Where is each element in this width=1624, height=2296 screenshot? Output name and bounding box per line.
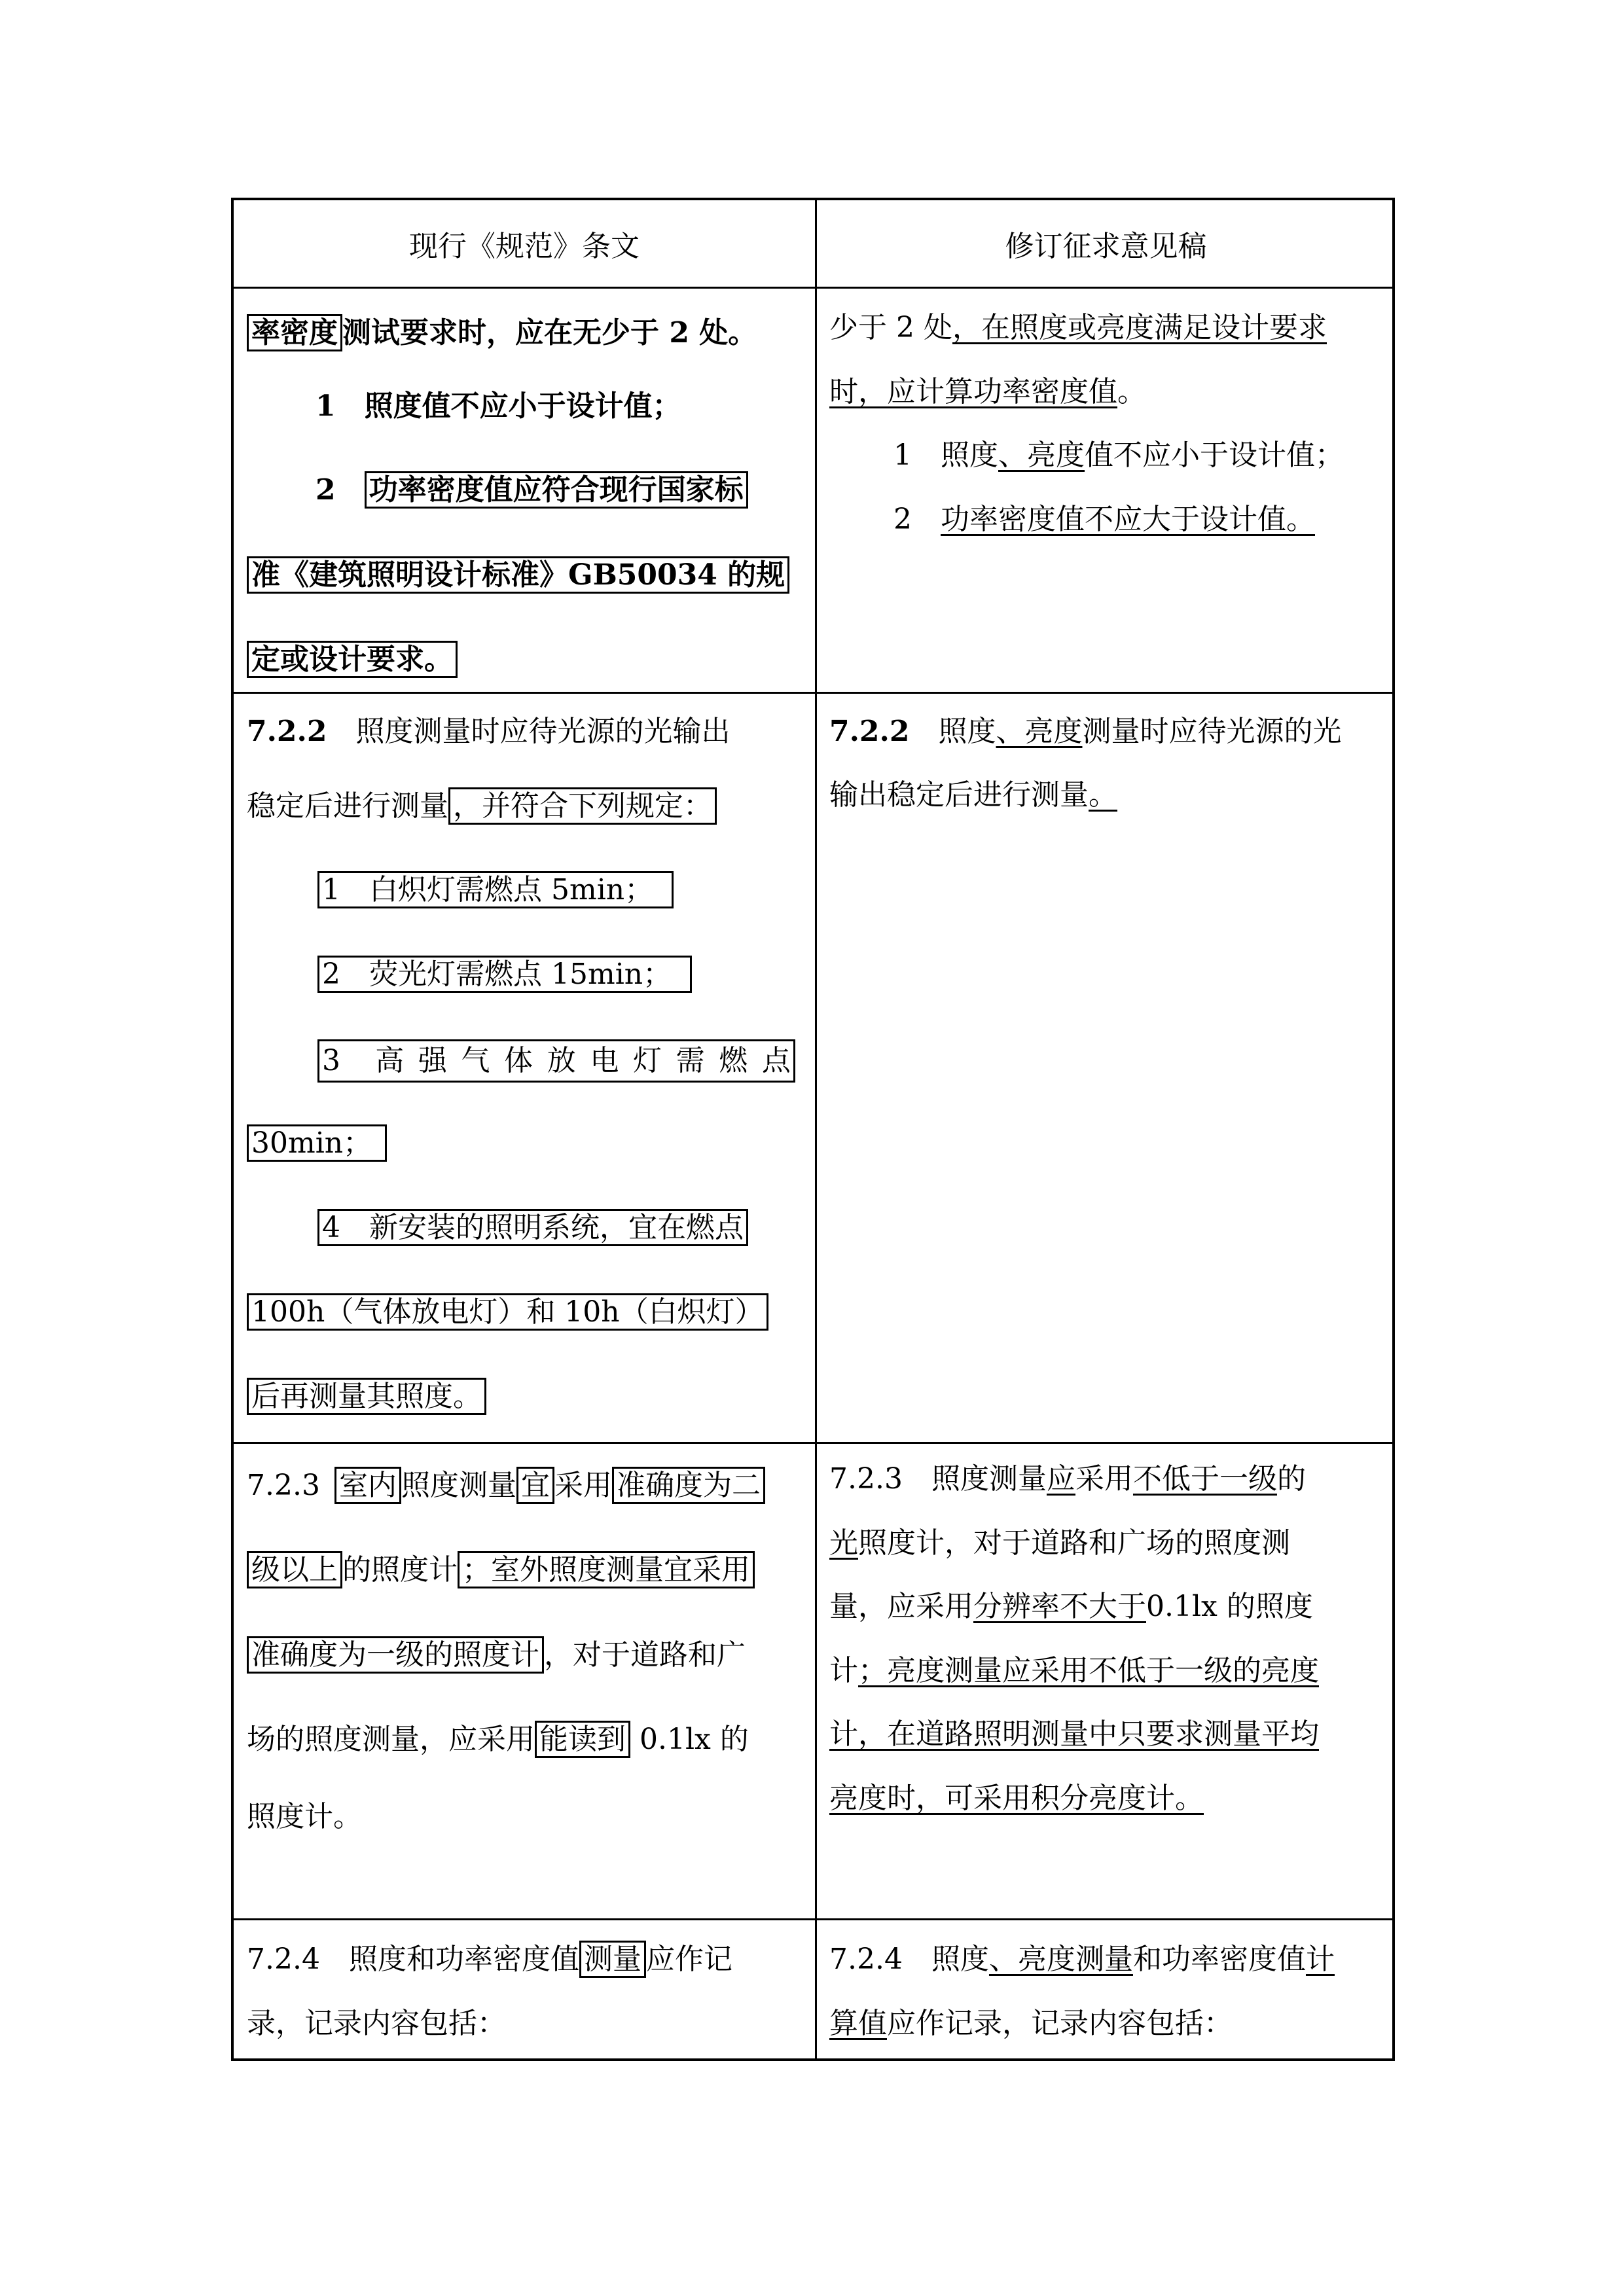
underlined-addition: 、亮度 [996, 715, 1083, 748]
underlined-addition: 亮度时，可采用积分亮度计。 [829, 1782, 1204, 1815]
underlined-addition: 、亮度 [998, 439, 1085, 472]
clause-number: 7.2.4 [829, 1943, 903, 1976]
item-number: 1 [893, 439, 912, 472]
underlined-addition: 、亮度测量 [988, 1943, 1133, 1976]
boxed-deletion: 率密度 [247, 314, 342, 351]
clause-text: 录，记录内容包括： [247, 2007, 506, 2040]
clause-text: 计 [829, 1654, 858, 1687]
item-char: 气 [461, 1044, 490, 1077]
item-number: 2 [316, 473, 336, 507]
row2-current-text [247, 694, 810, 1441]
clause-text: 照度计。 [247, 1800, 362, 1833]
clause-text: 照度测量 [401, 1469, 516, 1502]
boxed-deletion: 级以上 [247, 1551, 342, 1588]
clause-text: 的 [1276, 1462, 1306, 1496]
boxed-deletion: 4 新安装的照明系统，宜在燃点 [317, 1209, 748, 1246]
underlined-addition: 光 [829, 1526, 858, 1560]
underlined-addition: 计 [1305, 1943, 1335, 1976]
clause-text: 和功率密度值 [1132, 1943, 1306, 1976]
clause-text: 照度 [931, 1943, 989, 1976]
boxed-deletion: 100h（气体放电灯）和 10h（白炽灯） [247, 1293, 768, 1331]
underlined-addition: 功率密度值不应大于设计值。 [941, 503, 1315, 536]
item-char: 灯 [633, 1044, 662, 1077]
boxed-deletion: ；室外照度测量宜采用 [458, 1551, 755, 1588]
clause-text: 的照度计 [342, 1553, 458, 1587]
clause-text: 照度 [938, 715, 996, 748]
item-char: 体 [504, 1044, 533, 1077]
clause-text: 。 [1117, 375, 1146, 408]
boxed-deletion: 能读到 [535, 1721, 630, 1758]
clause-number: 7.2.2 [829, 715, 910, 748]
boxed-deletion: 准《建筑照明设计标准》GB50034 的规 [247, 556, 789, 594]
clause-text: 0.1lx 的 [640, 1723, 749, 1756]
comparison-table [231, 198, 1395, 2061]
boxed-deletion: 测量 [579, 1941, 646, 1978]
row3-revision-text [829, 1444, 1392, 1917]
boxed-deletion: 定或设计要求。 [247, 641, 458, 678]
row1-current-text [247, 289, 810, 691]
item-text: 照度值不应小于设计值； [364, 389, 681, 423]
clause-text: ，对于道路和广 [544, 1638, 746, 1672]
row4-revision-text [829, 1920, 1392, 2059]
clause-text: 照度测量时应待光源的光输出 [355, 715, 731, 748]
underlined-addition: 时，应计算功率密度值 [829, 375, 1117, 408]
clause-text: 采用 [1075, 1462, 1133, 1496]
row2-revision-text [829, 694, 1392, 1441]
clause-text: 量，应采用 [829, 1590, 973, 1623]
row1-revision-text [829, 289, 1392, 691]
underlined-addition: 应 [1046, 1462, 1075, 1496]
clause-text: 场的照度测量，应采用 [247, 1723, 535, 1756]
clause-number: 7.2.3 [829, 1462, 903, 1496]
boxed-deletion: 1 白炽灯需燃点 5min； [317, 871, 674, 908]
clause-text: 应作记录，记录内容包括： [887, 2007, 1233, 2040]
item-char: 电 [590, 1044, 619, 1077]
clause-text: 少于 2 处 [829, 311, 952, 344]
clause-text: 照度测量 [931, 1462, 1047, 1496]
item-char: 需 [676, 1044, 705, 1077]
underlined-addition: 计，在道路照明测量中只要求测量平均 [829, 1717, 1319, 1751]
clause-text: 照度计，对于道路和广场的照度测 [858, 1526, 1290, 1560]
header-current-code: 现行《规范》条文 [409, 230, 640, 263]
item-char: 强 [418, 1044, 447, 1077]
clause-number: 7.2.3 [247, 1469, 320, 1502]
item-char: 放 [547, 1044, 576, 1077]
clause-text: 测试要求时，应在无少于 2 处。 [342, 316, 757, 350]
clause-text: 照度和功率密度值 [348, 1943, 579, 1976]
boxed-deletion: 准确度为二 [612, 1467, 765, 1504]
boxed-deletion [317, 1039, 795, 1083]
underlined-addition: ，在照度或亮度满足设计要求 [952, 311, 1327, 344]
row3-current-text [247, 1444, 810, 1917]
item-number: 2 [893, 503, 912, 536]
column-divider [815, 200, 817, 2058]
clause-number: 7.2.2 [247, 715, 327, 748]
underlined-addition: 算值 [829, 2007, 887, 2040]
underlined-addition: ；亮度测量应采用不低于一级的亮度 [858, 1654, 1319, 1687]
item-char: 点 [761, 1044, 791, 1077]
underlined-addition: 分辨率不大于 [973, 1590, 1146, 1623]
boxed-deletion: 宜 [516, 1467, 554, 1504]
item-number: 1 [316, 389, 336, 423]
boxed-deletion: 2 荧光灯需燃点 15min； [317, 956, 692, 993]
underlined-addition: 。 [1089, 778, 1117, 812]
clause-number: 7.2.4 [247, 1943, 320, 1976]
boxed-deletion: 功率密度值应符合现行国家标 [365, 471, 748, 509]
clause-text: 采用 [554, 1469, 612, 1502]
item-text: 值不应小于设计值； [1085, 439, 1344, 472]
item-text: 照度 [941, 439, 998, 472]
boxed-deletion: 准确度为一级的照度计 [247, 1636, 544, 1674]
item-char: 燃 [719, 1044, 748, 1077]
boxed-deletion: 30min； [247, 1124, 387, 1162]
boxed-deletion: 室内 [334, 1467, 401, 1504]
item-number: 3 [322, 1044, 340, 1077]
boxed-deletion: ，并符合下列规定： [448, 787, 717, 825]
underlined-addition: 不低于一级 [1132, 1462, 1277, 1496]
clause-text: 0.1lx 的照度 [1146, 1590, 1313, 1623]
row4-current-text [247, 1920, 810, 2059]
clause-text: 输出稳定后进行测量 [829, 778, 1089, 812]
clause-text: 应作记 [645, 1943, 732, 1976]
clause-text: 稳定后进行测量 [247, 789, 448, 823]
item-char: 高 [375, 1044, 405, 1077]
header-revision-draft: 修订征求意见稿 [1005, 230, 1207, 263]
clause-text: 测量时应待光源的光 [1082, 715, 1342, 748]
boxed-deletion: 后再测量其照度。 [247, 1378, 486, 1415]
